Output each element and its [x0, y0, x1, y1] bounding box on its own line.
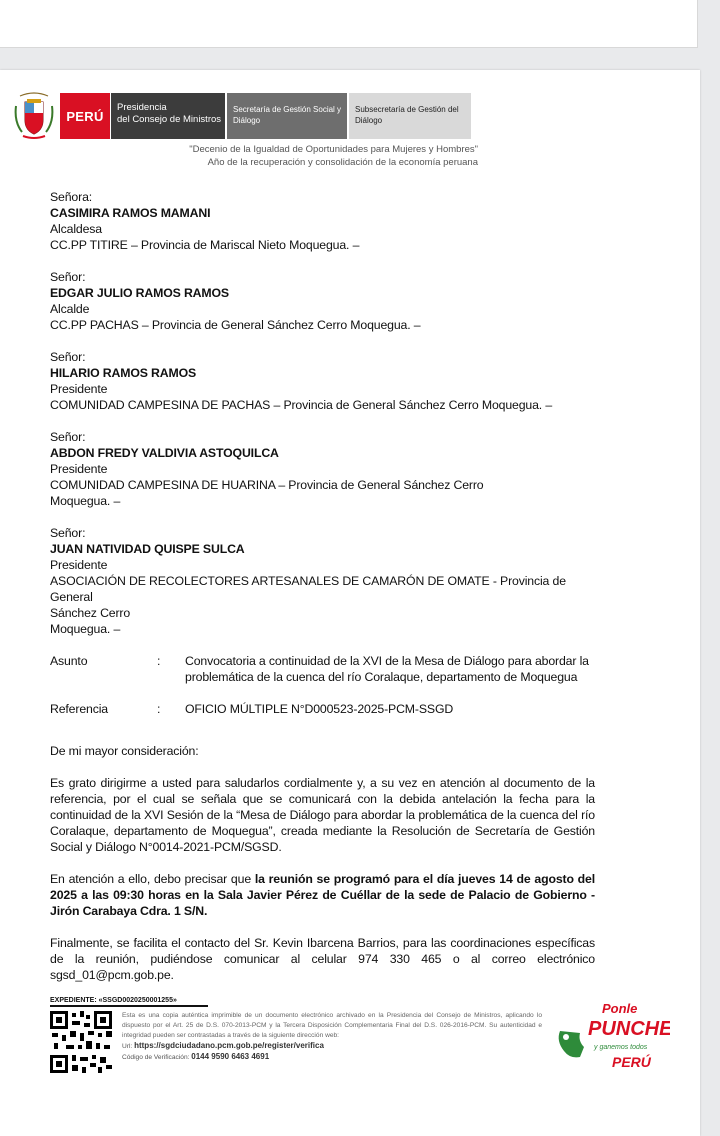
- addressee-role: Alcalde: [50, 302, 90, 316]
- ponle-text-4: PERÚ: [612, 1054, 651, 1070]
- asunto-colon: :: [157, 654, 161, 668]
- addressee-block: [50, 429, 595, 509]
- codigo-value: 0144 9590 6463 4691: [191, 1052, 270, 1061]
- letterhead: [14, 92, 471, 140]
- ponle-punche-logo: [550, 997, 670, 1077]
- presidencia-block: [110, 93, 225, 139]
- addressee-title: Señor:: [50, 270, 86, 284]
- url-label: Url:: [122, 1043, 135, 1050]
- document-page: [0, 70, 700, 1136]
- addressee-title: Señor:: [50, 430, 86, 444]
- asunto-label: Asunto: [50, 654, 88, 668]
- secretaria-block: [225, 93, 347, 139]
- url-value: https://sgdciudadano.pcm.gob.pe/register/verifica: [134, 1041, 324, 1050]
- addressee-name: JUAN NATIVIDAD QUISPE SULCA: [50, 542, 245, 556]
- secretaria-line-2: Diálogo: [233, 116, 261, 125]
- addressee-place-cont: Moquegua. –: [50, 622, 121, 636]
- verification-code: [122, 1052, 542, 1063]
- subsecretaria-line-2: Diálogo: [355, 116, 383, 125]
- asunto-value: Convocatoria a continuidad de la XVI de la Mesa de Diálogo para abordar la problemática de la cuenca del río Coralaque, departamento de Moquegua: [185, 654, 589, 684]
- ponle-text-3: y ganemos todos: [594, 1044, 648, 1051]
- addressee-place-cont: Sánchez Cerro: [50, 606, 131, 620]
- addressee-block: [50, 189, 595, 253]
- referencia-row: [50, 701, 595, 717]
- paragraph-3: Finalmente, se facilita el contacto del Sr. Kevin Ibarcena Barrios, para las coordinaciones específicas de la reunión, pudiéndose comunicar al celular 974 330 465 o al correo electrónico sgsd_01@pcm.gob.pe.: [50, 936, 595, 982]
- referencia-value: OFICIO MÚLTIPLE N°D000523-2025-PCM-SSGD: [185, 702, 454, 716]
- addressee-name: CASIMIRA RAMOS MAMANI: [50, 206, 211, 220]
- codigo-label: Código de Verificación:: [122, 1054, 192, 1061]
- decade-line-2: Año de la recuperación y consolidación de la economía peruana: [207, 157, 478, 168]
- paragraph-2-meeting-details: la reunión se programó para el día jueves 14 de agosto del 2025 a las 09:30 horas en la Sala Javier Pérez de Cuéllar de la sede de Palacio de Gobierno - Jirón Carabaya Cdra. 1 S/N.: [50, 872, 595, 918]
- addressee-block: [50, 525, 595, 637]
- qr-code-icon: [50, 1011, 112, 1073]
- paragraph-2: [50, 871, 595, 919]
- addressee-name: ABDON FREDY VALDIVIA ASTOQUILCA: [50, 446, 279, 460]
- paragraph-2-intro: En atención a ello, debo precisar que: [50, 872, 255, 886]
- addressee-block: [50, 269, 595, 333]
- legal-text: Esta es una copia auténtica imprimible de un documento electrónico archivado en la Presidencia del Consejo de Ministros, aplicando lo dispuesto por el Art. 25 de D.S. 070-2013-PCM y la Tercera Disposición Complementaria Final del D.S. 026-2016-PCM. Su autenticidad e integridad pueden ser contrastadas a través de la siguiente dirección web:: [122, 1012, 542, 1039]
- addressee-place: ASOCIACIÓN DE RECOLECTORES ARTESANALES DE CAMARÓN DE OMATE - Provincia de General: [50, 574, 566, 604]
- peru-coat-of-arms-icon: [14, 92, 54, 140]
- ponle-text-2: PUNCHE: [588, 1018, 670, 1040]
- addressee-place-cont: Moquegua. –: [50, 494, 121, 508]
- addressee-place: CC.PP TITIRE – Provincia de Mariscal Nieto Moquegua. –: [50, 238, 360, 252]
- addressee-place: COMUNIDAD CAMPESINA DE PACHAS – Provincia de General Sánchez Cerro Moquegua. –: [50, 398, 553, 412]
- expediente-label: EXPEDIENTE: «SSGD0020250001255»: [50, 997, 208, 1007]
- peru-label: PERÚ: [66, 108, 104, 124]
- secretaria-line-1: Secretaría de Gestión Social y: [233, 105, 342, 114]
- decade-slogan: [0, 143, 478, 169]
- verification-url: [122, 1041, 542, 1052]
- addressee-name: EDGAR JULIO RAMOS RAMOS: [50, 286, 229, 300]
- addressee-place: CC.PP PACHAS – Provincia de General Sánchez Cerro Moquegua. –: [50, 318, 421, 332]
- peru-logo: [60, 93, 110, 139]
- subsecretaria-block: [347, 93, 471, 139]
- ponle-text-1: Ponle: [602, 1001, 638, 1016]
- addressee-place: COMUNIDAD CAMPESINA DE HUARINA – Provincia de General Sánchez Cerro: [50, 478, 484, 492]
- presidencia-line-1: Presidencia: [117, 102, 167, 113]
- greeting: De mi mayor consideración:: [50, 744, 199, 758]
- previous-page-edge: [0, 0, 698, 48]
- addressee-block: [50, 349, 595, 413]
- paragraph-1: Es grato dirigirme a usted para saludarlos cordialmente y, a su vez en atención al documento de la referencia, por el cual se señala que se comunicará con la debida antelación la fecha para la continuidad de la XVI Sesión de la “Mesa de Diálogo para abordar la problemática de la cuenca del río Coralaque, departamento de Moquegua”, creada mediante la Resolución de Secretaría de Gestión Social y Diálogo N°0014-2021-PCM/SGSD.: [50, 776, 595, 854]
- footer: [50, 997, 670, 1077]
- legal-notice: [122, 1011, 542, 1063]
- addressee-title: Señor:: [50, 526, 86, 540]
- asunto-row: [50, 653, 595, 685]
- subsecretaria-line-1: Subsecretaría de Gestión del: [355, 105, 459, 114]
- addressee-title: Señor:: [50, 350, 86, 364]
- addressee-role: Presidente: [50, 558, 108, 572]
- addressee-title: Señora:: [50, 190, 93, 204]
- addressee-role: Presidente: [50, 462, 108, 476]
- presidencia-line-2: del Consejo de Ministros: [117, 114, 222, 125]
- addressee-name: HILARIO RAMOS RAMOS: [50, 366, 197, 380]
- addressee-role: Presidente: [50, 382, 108, 396]
- referencia-label: Referencia: [50, 702, 108, 716]
- addressee-role: Alcaldesa: [50, 222, 102, 236]
- referencia-colon: :: [157, 702, 161, 716]
- letter-body: [50, 189, 595, 999]
- decade-line-1: "Decenio de la Igualdad de Oportunidades para Mujeres y Hombres": [189, 144, 478, 155]
